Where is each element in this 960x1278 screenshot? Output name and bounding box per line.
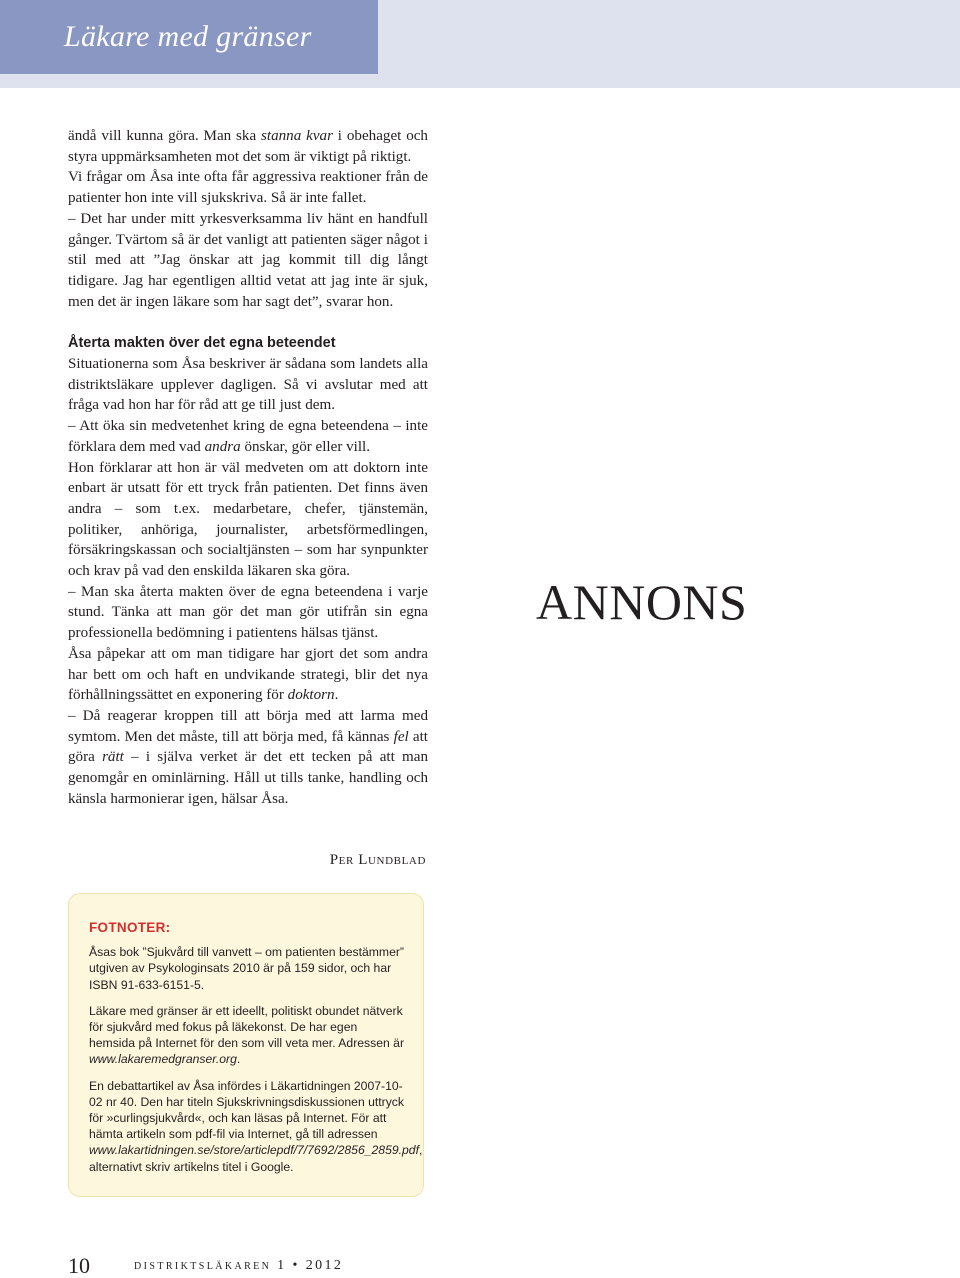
header-band [0, 0, 960, 88]
section-title: Läkare med gränser [64, 20, 312, 53]
footnote-url: www.lakartidningen.se/store/articlepdf/7/7692/2856_2859.pdf [89, 1143, 419, 1158]
footnote: Åsas bok ”Sjukvård till vanvett – om patienten bestämmer” utgiven av Psykologinsats 2010 är på 159 sidor, och har ISBN 91-633-6151-5. [89, 945, 404, 992]
article-paragraph: Vi frågar om Åsa inte ofta får aggressiva reaktioner från de patienter hon inte vill sjukskriva. Så är inte fallet. [68, 169, 428, 207]
article-quote: – Då reagerar kroppen till att börja med att larma med symtom. Men det måste, till att börja med, få kännas fel att göra rätt – i själva verket är det ett tecken på att man genomgår en ominlärning. Håll ut tills tanke, handling och känsla harmonierar igen, hälsar Åsa. [68, 707, 429, 807]
running-footer: distriktsläkaren 1 • 2012 [134, 1258, 344, 1273]
article-quote: – Att öka sin medvetenhet kring de egna beteendena – inte förklara dem med vad andra önskar, gör eller vill. [68, 418, 428, 455]
article-body [68, 126, 428, 810]
footnote: En debattartikel av Åsa infördes i Läkartidningen 2007-10-02 nr 40. Den har titeln Sjukskrivningsdiskussionen uttryck för »curlingsjukvård«, och kan läsas på Internet. För att hämta artikeln som pdf-fil via Internet, gå till adressen www.lakartidningen.se/store/articlepdf/7/7692/2856_2859.pdf, alternativt skriv artikelns titel i Google. [89, 1078, 423, 1174]
advertisement-placeholder: ANNONS [536, 574, 748, 630]
footnote-url: www.lakaremedgranser.org [89, 1052, 237, 1067]
footnote: Läkare med gränser är ett ideellt, politiskt obundet nätverk för sjukvård med fokus på läkekonst. De har egen hemsida på Internet för den som vill veta mer. Adressen är www.lakaremedgranser.org. [89, 1003, 404, 1067]
article-quote: – Det har under mitt yrkesverksamma liv hänt en handfull gånger. Tvärtom så är det vanligt att patienten säger något i stil med att ”Jag önskar att jag kommit till dig långt tidigare. Jag har egentligen alltid vetat att jag inte är sjuk, men det är ingen läkare som har sagt det”, svarar hon. [68, 210, 428, 310]
footnotes-box [68, 893, 424, 1197]
article-paragraph: ändå vill kunna göra. Man ska stanna kvar i obehaget och styra uppmärksamheten mot det som är viktigt på riktigt. [68, 128, 428, 165]
article-paragraph: Situationerna som Åsa beskriver är sådana som landets alla distriktsläkare upplever dagligen. Så vi avslutar med att fråga vad hon har för råd att ge till just dem. [68, 356, 428, 414]
article-paragraph: Åsa påpekar att om man tidigare har gjort det som andra har bett om och haft en undvikande strategi, blir det nya förhållningssättet en exponering för doktorn. [68, 645, 428, 704]
article-paragraph: Hon förklarar att hon är väl medveten om att doktorn inte enbart är utsatt för ett tryck från patienten. Det finns även andra – som t.ex. medarbetare, chefer, tjänstemän, politiker, anhöriga, journalister, arbetsförmedlingen, försäkringskassan och socialtjänsten – som har synpunkter och krav på vad den enskilda läkaren ska göra. [68, 459, 428, 580]
author-byline: Per Lundblad [329, 852, 426, 868]
article-quote: – Man ska återta makten över de egna beteendena i varje stund. Tänka att man gör det man gör utifrån sin egna professionella bedömning i patientens hälsas tjänst. [68, 583, 428, 642]
page-number: 10 [68, 1253, 90, 1278]
footnotes-title: FOTNOTER: [89, 920, 171, 935]
article-subheading: Återta makten över det egna beteendet [68, 335, 336, 352]
